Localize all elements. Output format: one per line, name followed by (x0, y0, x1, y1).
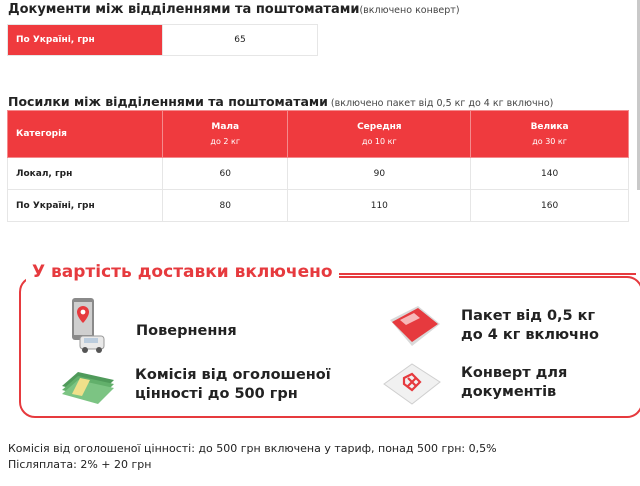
col-small: Мала до 2 кг (163, 111, 288, 158)
phone-car-icon (62, 296, 110, 360)
feature-envelope: Конверт для документів (461, 365, 568, 400)
feature-return: Повернення (136, 323, 237, 339)
table-row (8, 190, 629, 222)
money-stack-icon (58, 364, 118, 408)
table-header-row (8, 111, 629, 158)
row-label: Локал, грн (8, 158, 163, 190)
col-category: Категорія (8, 111, 163, 158)
footer-commission-note: Комісія від оголошеної цінності: до 500 грн включена у тариф, понад 500 грн: 0,5% (8, 442, 497, 455)
cell-small: 60 (163, 158, 288, 190)
documents-note: (включено конверт) (359, 5, 460, 16)
footer-cod-note: Післяплата: 2% + 20 грн (8, 458, 152, 471)
cell-medium: 90 (288, 158, 471, 190)
red-package-icon (384, 302, 444, 354)
cell-large: 160 (471, 190, 629, 222)
cell-small: 80 (163, 190, 288, 222)
feature-package: Пакет від 0,5 кг до 4 кг включно (461, 308, 599, 343)
envelope-icon (382, 360, 442, 410)
parcels-price-table (7, 110, 629, 222)
table-row (8, 25, 318, 56)
cell-large: 140 (471, 158, 629, 190)
parcels-heading: Посилки між відділеннями та поштоматами (включено пакет від 0,5 кг до 4 кг включно) (8, 94, 554, 109)
col-large: Велика до 30 кг (471, 111, 629, 158)
row-label: По Україні, грн (8, 190, 163, 222)
included-divider (330, 273, 636, 275)
price-value: 65 (163, 25, 318, 56)
parcels-note: (включено пакет від 0,5 кг до 4 кг включно) (327, 98, 554, 109)
row-label: По Україні, грн (8, 25, 163, 56)
cell-medium: 110 (288, 190, 471, 222)
table-row (8, 158, 629, 190)
feature-commission: Комісія від оголошеної цінності до 500 грн (135, 367, 331, 402)
documents-heading: Документи між відділеннями та поштоматами(включено конверт) (8, 2, 460, 17)
documents-price-table (7, 24, 318, 56)
col-medium: Середня до 10 кг (288, 111, 471, 158)
included-title: У вартість доставки включено (26, 262, 339, 282)
